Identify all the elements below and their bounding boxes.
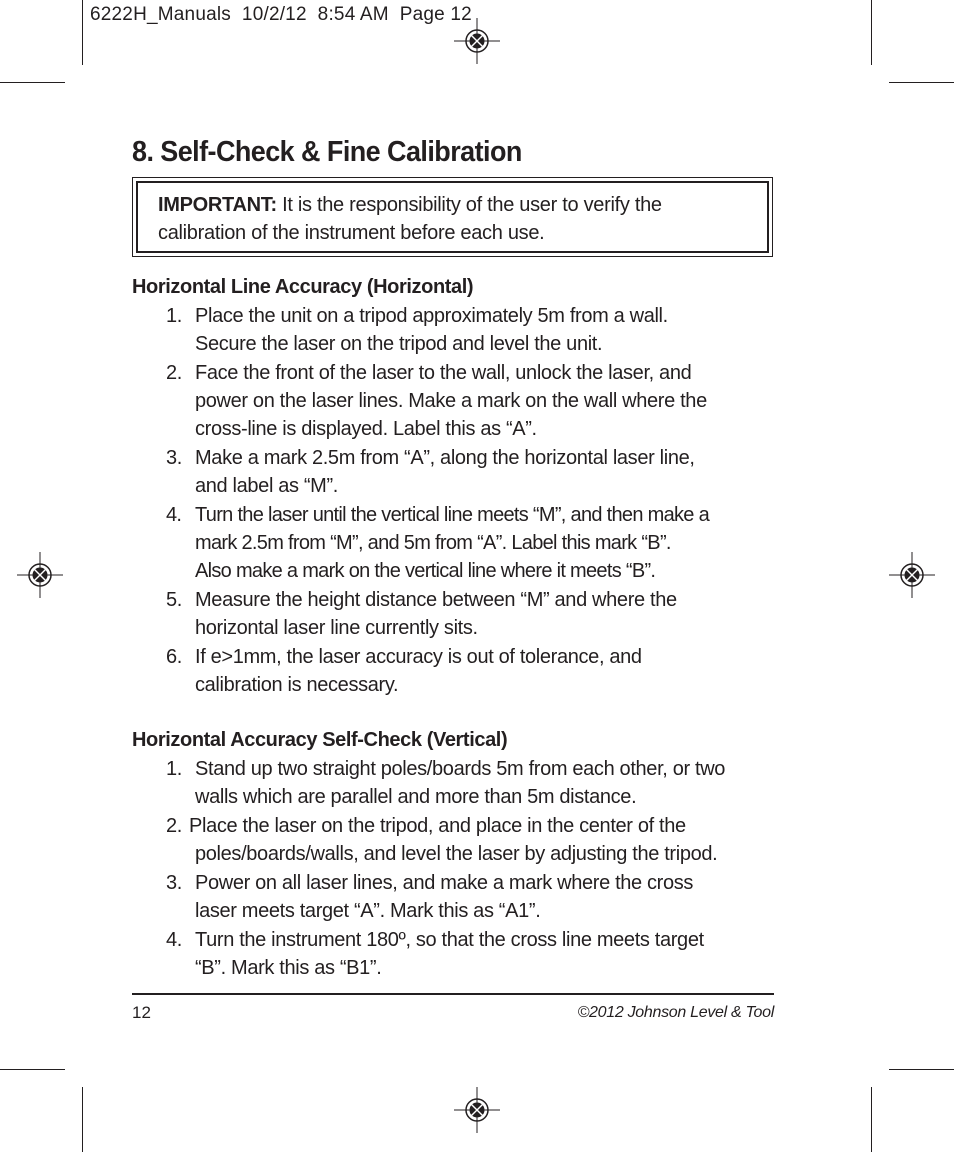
step-text — [195, 501, 774, 585]
crop-mark-bottom-left-vertical — [82, 1087, 83, 1152]
step-text — [195, 643, 774, 699]
page-title: 8. Self-Check & Fine Calibration — [132, 136, 522, 168]
step-text-line: and label as “M”. — [195, 475, 339, 497]
step-number: 6. — [166, 646, 182, 668]
step-list — [132, 302, 774, 699]
step-number: 3. — [166, 447, 182, 469]
important-notice — [136, 181, 769, 253]
list-item — [132, 359, 774, 443]
step-number: 3. — [166, 872, 182, 894]
registration-mark-right-icon — [889, 552, 935, 598]
step-text — [195, 869, 774, 925]
step-text-line: Make a mark 2.5m from “A”, along the horizontal laser line, — [195, 447, 695, 469]
step-text-line: horizontal laser line currently sits. — [195, 617, 478, 639]
list-item — [132, 302, 774, 358]
footer-rule — [132, 993, 774, 995]
step-number: 4. — [166, 504, 182, 526]
page-number: 12 — [132, 1003, 151, 1022]
step-text — [195, 755, 774, 811]
step-text-line: calibration is necessary. — [195, 674, 399, 696]
crop-mark-bottom-right-horizontal — [889, 1069, 954, 1070]
step-text-line: Power on all laser lines, and make a mark where the cross — [195, 872, 694, 894]
list-item — [132, 586, 774, 642]
step-text-line: laser meets target “A”. Mark this as “A1”. — [195, 900, 541, 922]
step-text-line: walls which are parallel and more than 5m distance. — [195, 786, 637, 808]
step-number: 5. — [166, 589, 182, 611]
print-slug-line: 6222H_Manuals 10/2/12 8:54 AM Page 12 — [90, 4, 472, 25]
list-item — [132, 812, 774, 868]
step-text-line: Measure the height distance between “M” and where the — [195, 589, 677, 611]
crop-mark-top-right-vertical — [871, 0, 872, 65]
step-text-line: poles/boards/walls, and level the laser by adjusting the tripod. — [195, 843, 718, 865]
step-text-line: Stand up two straight poles/boards 5m from each other, or two — [195, 758, 726, 780]
step-list — [132, 755, 774, 982]
step-text-line: Face the front of the laser to the wall, unlock the laser, and — [195, 362, 692, 384]
crop-mark-top-left-vertical — [82, 0, 83, 65]
list-item — [132, 444, 774, 500]
step-text-line: If e>1mm, the laser accuracy is out of tolerance, and — [195, 646, 642, 668]
important-label: IMPORTANT: — [158, 194, 277, 216]
registration-mark-top-icon — [454, 18, 500, 64]
step-text-line: mark 2.5m from “M”, and 5m from “A”. Label this mark “B”. — [195, 532, 671, 554]
section-heading: Horizontal Line Accuracy (Horizontal) — [132, 276, 474, 298]
registration-mark-left-icon — [17, 552, 63, 598]
step-text — [195, 926, 774, 982]
copyright-notice: ©2012 Johnson Level & Tool — [577, 1004, 774, 1021]
important-text-line2: calibration of the instrument before each use. — [158, 222, 545, 244]
registration-mark-bottom-icon — [454, 1087, 500, 1133]
section-heading: Horizontal Accuracy Self-Check (Vertical) — [132, 729, 508, 751]
step-text — [195, 302, 774, 358]
step-text — [195, 359, 774, 443]
step-text-line: Also make a mark on the vertical line where it meets “B”. — [195, 560, 656, 582]
step-text-line: “B”. Mark this as “B1”. — [195, 957, 382, 979]
section-horizontal-line-accuracy — [132, 273, 774, 699]
list-item — [132, 755, 774, 811]
crop-mark-top-right-horizontal — [889, 82, 954, 83]
step-text — [195, 586, 774, 642]
step-text-line: Place the laser on the tripod, and place in the center of the — [189, 815, 686, 837]
step-text-line: Turn the instrument 180º, so that the cross line meets target — [195, 929, 704, 951]
crop-mark-bottom-right-vertical — [871, 1087, 872, 1152]
list-item — [132, 926, 774, 982]
step-text-line: Turn the laser until the vertical line meets “M”, and then make a — [195, 504, 710, 526]
step-text — [189, 812, 774, 868]
manual-page — [132, 134, 774, 983]
step-text-line: cross-line is displayed. Label this as “A”. — [195, 418, 537, 440]
crop-mark-top-left-horizontal — [0, 82, 65, 83]
step-text-line: Place the unit on a tripod approximately 5m from a wall. — [195, 305, 668, 327]
list-item — [132, 643, 774, 699]
step-number: 4. — [166, 929, 182, 951]
section-horizontal-accuracy-self-check — [132, 726, 774, 982]
important-text-line1: It is the responsibility of the user to verify the — [276, 194, 662, 216]
step-text — [195, 444, 774, 500]
crop-mark-bottom-left-horizontal — [0, 1069, 65, 1070]
step-number: 2. — [166, 362, 182, 384]
step-number: 2. — [166, 815, 182, 837]
list-item — [132, 501, 774, 585]
step-text-line: Secure the laser on the tripod and level the unit. — [195, 333, 603, 355]
step-number: 1. — [166, 305, 182, 327]
step-number: 1. — [166, 758, 182, 780]
step-text-line: power on the laser lines. Make a mark on the wall where the — [195, 390, 707, 412]
list-item — [132, 869, 774, 925]
important-notice-box — [132, 177, 773, 257]
